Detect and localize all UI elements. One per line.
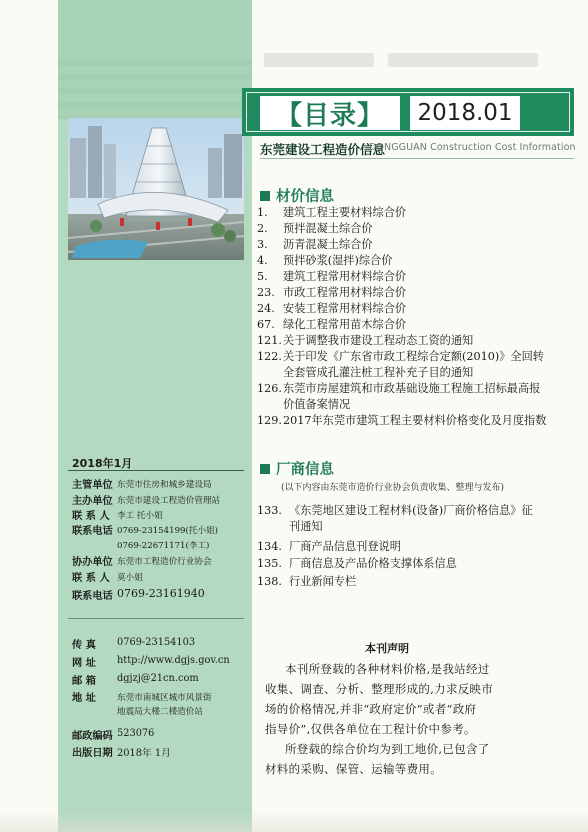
info-divider — [68, 618, 244, 619]
toc-item-title: 预拌混凝土综合价 — [283, 222, 373, 235]
notice-line: 收集、调查、分析、整理形成的,力求反映市 — [265, 682, 494, 696]
toc-item[interactable] — [257, 540, 401, 554]
toc-item[interactable] — [257, 557, 457, 571]
info-label: 协办单位 — [72, 557, 113, 568]
brand-name-cn: 东莞建设工程造价信息 — [260, 142, 386, 157]
info-divider — [68, 470, 244, 471]
issue-number: 2018.01 — [410, 96, 520, 130]
header-divider — [260, 158, 574, 159]
toc-item-title: 沥青混凝土综合价 — [283, 238, 373, 251]
toc-item-continuation: 价值备案情况 — [283, 398, 351, 411]
email-link[interactable]: dgjzj@21cn.com — [117, 673, 199, 684]
notice-line: 材料的采购、保管、运输等费用。 — [265, 762, 442, 776]
section-heading-materials — [260, 185, 334, 206]
toc-item[interactable] — [257, 270, 406, 284]
toc-item-title: 市政工程常用材料综合价 — [283, 286, 407, 299]
website-link[interactable]: http://www.dgjs.gov.cn — [117, 655, 230, 666]
notice-line: 场的价格情况,并非“政府定价”或者“政府 — [265, 702, 477, 716]
publish-date-value: 2018年 1月 — [117, 748, 171, 759]
toc-item[interactable] — [257, 238, 373, 252]
info-label: 联系电话 — [72, 526, 113, 537]
address-value: 地震局大楼二楼造价站 — [117, 707, 203, 717]
toc-item[interactable] — [257, 575, 356, 589]
postcode-value: 523076 — [117, 728, 155, 739]
toc-item[interactable] — [257, 222, 373, 236]
notice-title: 本刊声明 — [365, 642, 409, 655]
toc-item-title: 建筑工程主要材料综合价 — [283, 206, 407, 219]
info-value: 东莞市建设工程造价管理站 — [117, 496, 221, 506]
toc-item[interactable] — [257, 414, 546, 428]
ghost-block — [388, 53, 538, 67]
square-bullet-icon — [260, 191, 270, 201]
toc-page-number: 133. — [257, 504, 282, 517]
vendors-note: (以下内容由东莞市造价行业协会负责收集、整理与发布) — [281, 483, 505, 493]
cover-photo — [68, 118, 244, 260]
toc-page-number: 23. — [257, 286, 275, 299]
toc-page-number: 134. — [257, 540, 282, 553]
info-label: 主办单位 — [72, 496, 113, 507]
toc-item-title: 东莞市房屋建筑和市政基础设施工程施工招标最高报 — [283, 382, 541, 395]
info-label: 联 系 人 — [72, 573, 110, 584]
info-issue-date: 2018年1月 — [72, 457, 133, 470]
info-label: 地 址 — [72, 693, 96, 704]
info-label: 主管单位 — [72, 480, 113, 491]
toc-page-number: 3. — [257, 238, 268, 251]
info-label: 邮 箱 — [72, 676, 96, 687]
toc-item[interactable] — [257, 382, 540, 396]
toc-item-title: 厂商信息及产品价格支撑体系信息 — [289, 557, 457, 570]
toc-item[interactable] — [257, 286, 406, 300]
toc-page-number: 138. — [257, 575, 282, 588]
left-panel-texture — [58, 60, 252, 120]
toc-item-continuation: 刊通知 — [289, 520, 323, 533]
info-label: 联 系 人 — [72, 511, 110, 522]
address-value: 东莞市南城区城市风景街 — [117, 693, 212, 703]
toc-item-title: 预拌砂浆(湿拌)综合价 — [283, 254, 393, 267]
fax-value: 0769-23154103 — [117, 637, 196, 648]
toc-item-continuation: 全套管成孔灌注桩工程补充子目的通知 — [283, 366, 474, 379]
toc-page-number: 2. — [257, 222, 268, 235]
section-heading-text: 厂商信息 — [276, 462, 334, 478]
page-bottom-shade — [0, 810, 588, 832]
info-label: 出版日期 — [72, 748, 113, 759]
toc-item-title: 关于印发《广东省市政工程综合定额(2010)》全回转 — [283, 350, 544, 363]
notice-line: 本刊所登载的各种材料价格,是我站经过 — [285, 662, 490, 676]
toc-page-number: 129. — [257, 414, 282, 427]
info-value: 东莞市住房和城乡建设局 — [117, 480, 212, 490]
toc-item-title: 2017年东莞市建筑工程主要材料价格变化及月度指数 — [283, 414, 547, 427]
info-value: 莫小姐 — [117, 573, 143, 583]
toc-item-title: 绿化工程常用苗木综合价 — [283, 318, 407, 331]
info-label: 邮政编码 — [72, 731, 113, 742]
notice-line: 指导价”,仅供各单位在工程计价中参考。 — [265, 722, 476, 736]
toc-item[interactable] — [257, 302, 406, 316]
brand-name-en: DONGGUAN Construction Cost Information — [369, 142, 576, 153]
toc-item-title: 厂商产品信息刊登说明 — [289, 540, 401, 553]
section-heading-vendors — [260, 458, 334, 479]
toc-page-number: 1. — [257, 206, 268, 219]
info-value: 0769-22671171(李工) — [117, 541, 210, 551]
toc-item[interactable] — [257, 318, 406, 332]
toc-page-number: 24. — [257, 302, 275, 315]
toc-page-number: 67. — [257, 318, 275, 331]
toc-page-number: 121. — [257, 334, 282, 347]
building-illustration — [68, 118, 244, 260]
info-value: 东莞市工程造价行业协会 — [117, 557, 212, 567]
toc-page-number: 5. — [257, 270, 268, 283]
toc-item[interactable] — [257, 206, 406, 220]
toc-page-number: 122. — [257, 350, 282, 363]
info-value: 李工 托小姐 — [117, 511, 163, 521]
info-label: 联系电话 — [72, 591, 113, 602]
toc-item-title: 安装工程常用材料综合价 — [283, 302, 407, 315]
toc-page-number: 126. — [257, 382, 282, 395]
info-label: 网 址 — [72, 658, 96, 669]
toc-item-title: 建筑工程常用材料综合价 — [283, 270, 407, 283]
toc-item[interactable] — [257, 350, 544, 364]
ghost-block — [264, 53, 374, 67]
section-heading-text: 材价信息 — [276, 189, 334, 205]
toc-page-number: 135. — [257, 557, 282, 570]
toc-title: 【目录】 — [260, 96, 400, 130]
toc-item-title: 行业新闻专栏 — [289, 575, 357, 588]
toc-item[interactable] — [257, 334, 473, 348]
toc-item-title: 关于调整我市建设工程动态工资的通知 — [283, 334, 474, 347]
square-bullet-icon — [260, 464, 270, 474]
info-label: 传 真 — [72, 640, 96, 651]
toc-item[interactable] — [257, 504, 533, 518]
toc-item-title: 《东莞地区建设工程材料(设备)厂商价格信息》征 — [289, 504, 533, 517]
info-value: 0769-23161940 — [117, 587, 205, 600]
notice-line: 所登载的综合价均为到工地价,已包含了 — [285, 742, 490, 756]
toc-item[interactable] — [257, 254, 392, 268]
info-value: 0769-23154199(托小姐) — [117, 526, 219, 536]
toc-page-number: 4. — [257, 254, 268, 267]
